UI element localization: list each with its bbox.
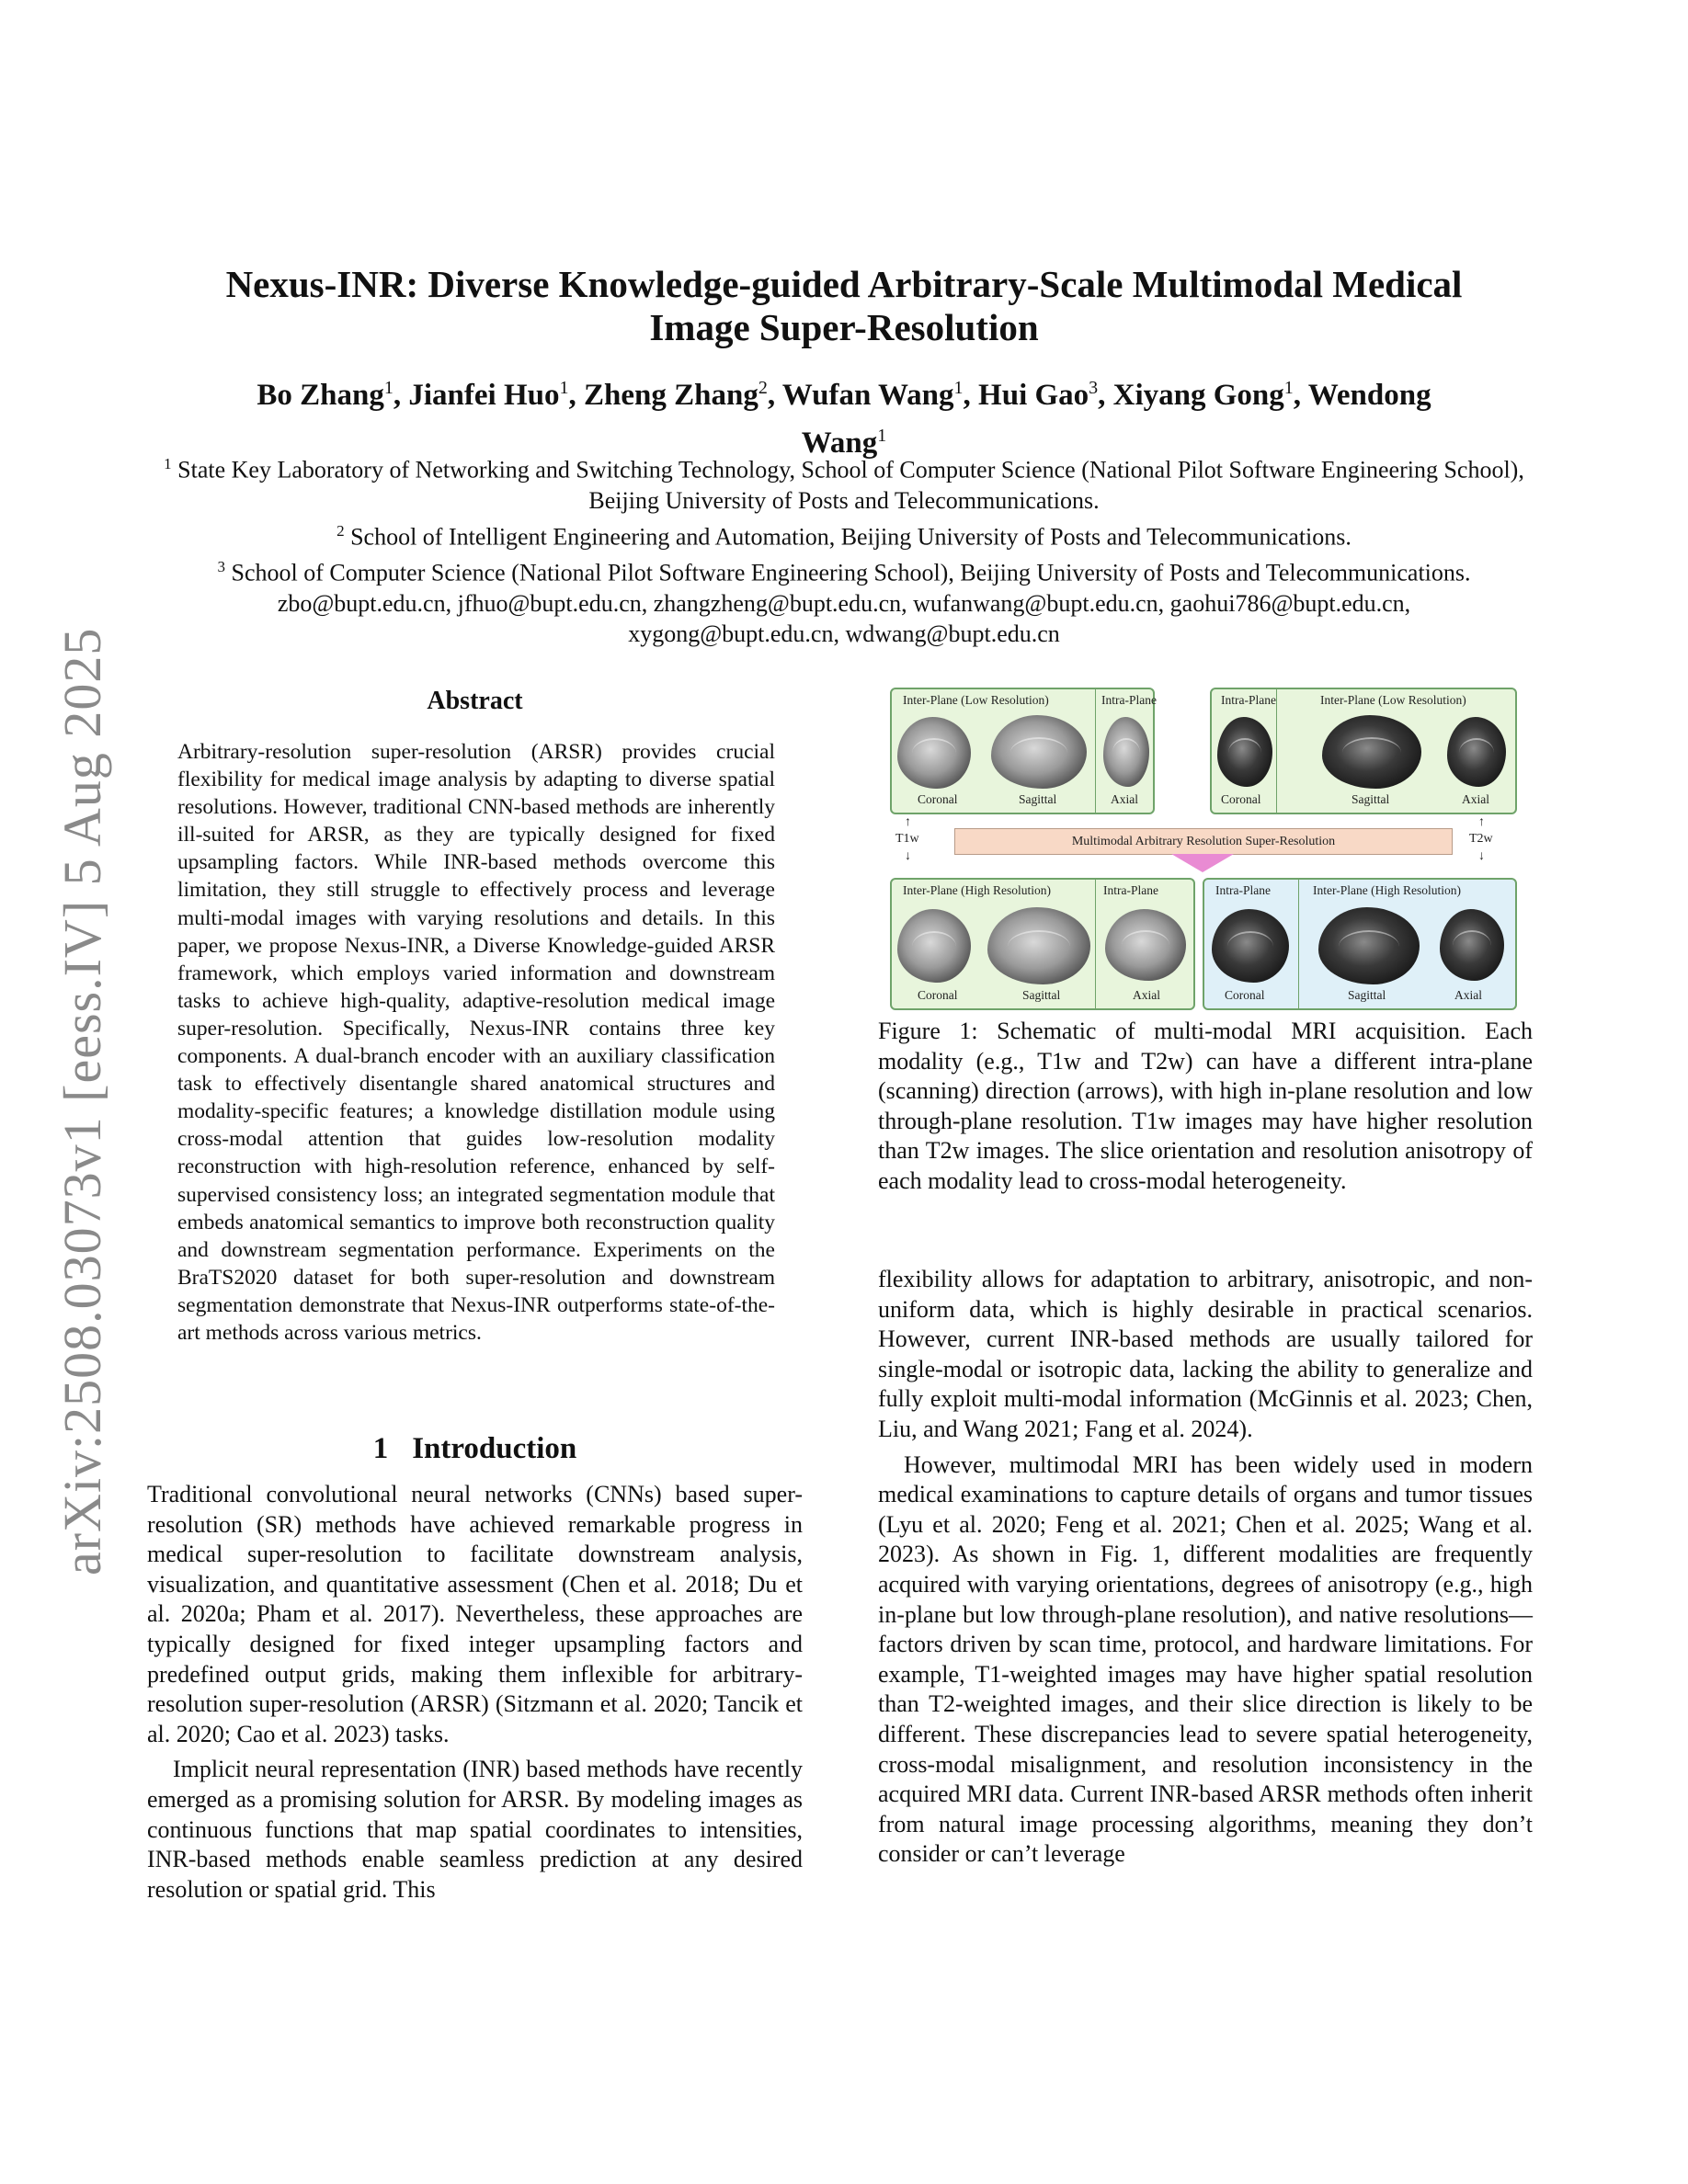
t2w-label: T2w	[1469, 832, 1493, 846]
view-label: Axial	[1462, 792, 1489, 806]
axial-brain-image	[1105, 909, 1186, 981]
affiliation-text: State Key Laboratory of Networking and Switching Technology, School of Computer Science (National Pilot Software Engineering School), Beijing University of Posts and Telecommunications.	[177, 456, 1524, 514]
sagittal-brain-image	[987, 907, 1090, 984]
abstract-heading: Abstract	[427, 687, 523, 715]
author-affiliation-mark: 3	[1089, 378, 1099, 398]
up-arrow-icon: ↑	[905, 815, 911, 829]
email-line-1: zbo@bupt.edu.cn, jfhuo@bupt.edu.cn, zhangzheng@bupt.edu.cn, wufanwang@bupt.edu.cn, gaohui786@bupt.edu.cn,	[277, 589, 1411, 617]
author-affiliation-mark: 1	[559, 378, 569, 398]
paragraph: Traditional convolutional neural networks (CNNs) based super-resolution (SR) methods have achieved remarkable progress in medical super-resolution to facilitate downstream analysis, visualization, and quantitative assessment (Chen et al. 2018; Du et al. 2020a; Pham et al. 2017). Nevertheless, these approaches are typically designed for fixed integer upsampling factors and predefined output grids, making them inflexible for arbitrary-resolution super-resolution (ARSR) (Sitzmann et al. 2020; Tancik et al. 2020; Cao et al. 2023) tasks.	[147, 1481, 803, 1747]
coronal-brain-image	[897, 909, 971, 983]
t1w-label: T1w	[895, 832, 919, 846]
affiliation-mark: 3	[217, 558, 225, 576]
author-line-1: Bo Zhang$^1$, Jianfei Huo$^1$, Zheng Zhang$^2$, Wufan Wang$^1$, Hui Gao$^3$, Xiyang Gong$^1$, Wendong	[257, 378, 1431, 412]
affiliation-text: School of Intelligent Engineering and Automation, Beijing University of Posts and Telecommunications.	[350, 523, 1352, 551]
coronal-brain-image	[1217, 717, 1272, 787]
introduction-body	[147, 1480, 803, 1905]
author-name: Zheng Zhang	[584, 379, 758, 412]
up-arrow-icon: ↑	[1478, 815, 1485, 829]
coronal-brain-image	[897, 717, 971, 789]
view-label: Sagittal	[1022, 988, 1061, 1002]
author-name: Wendong	[1307, 379, 1431, 412]
author-affiliation-mark: 1	[877, 426, 887, 446]
sagittal-brain-image	[1318, 907, 1420, 984]
paragraph: Implicit neural representation (INR) based methods have recently emerged as a promising solution for ARSR. By modeling images as continuous functions that map spatial coordinates to intensities, INR-based methods enable seamless prediction at any desired resolution or spatial grid. This	[147, 1756, 803, 1903]
affiliation-mark: 1	[164, 455, 172, 472]
down-arrow-icon: ↓	[1478, 849, 1485, 863]
affiliation-2	[138, 516, 1550, 552]
abstract-text: Arbitrary-resolution super-resolution (ARSR) provides crucial flexibility for medical image analysis by adapting to diverse spatial resolutions. However, traditional CNN-based methods are inherently ill-suited for ARSR, as they are typically designed for fixed upsampling factors. While INR-based methods overcome this limitation, they still struggle to effectively process and leverage multi-modal images with varying resolutions and details. In this paper, we propose Nexus-INR, a Diverse Knowledge-guided ARSR framework, which employs varied information and downstream tasks to achieve high-quality, adaptive-resolution medical image super-resolution. Specifically, Nexus-INR contains three key components. A dual-branch encoder with an auxiliary classification task to effectively disentangle shared anatomical structures and modality-specific features; a knowledge distillation module using cross-modal attention that guides low-resolution modality reconstruction with high-resolution reference, enhanced by self-supervised consistency loss; an integrated segmentation module that embeds anatomical semantics to improve both reconstruction quality and downstream segmentation performance. Experiments on the BraTS2020 dataset for both super-resolution and downstream segmentation demonstrate that Nexus-INR outperforms state-of-the-art methods across various metrics.	[177, 740, 775, 1345]
panel-label: Inter-Plane (High Resolution)	[1313, 883, 1461, 897]
paper-title	[138, 263, 1550, 349]
affiliation-text: School of Computer Science (National Pilot Software Engineering School), Beijing University of Posts and Telecommunications.	[231, 559, 1471, 586]
axial-brain-image	[1440, 909, 1504, 981]
panel-label: Intra-Plane	[1215, 883, 1271, 897]
affiliation-block	[138, 449, 1550, 649]
author-affiliation-mark: 1	[953, 378, 964, 398]
section-number: 1	[372, 1432, 389, 1465]
figure-1	[890, 688, 1515, 1009]
email-line-2: xygong@bupt.edu.cn, wdwang@bupt.edu.cn	[628, 620, 1060, 647]
title-line-1: Nexus-INR: Diverse Knowledge-guided Arbitrary-Scale Multimodal Medical	[225, 263, 1463, 305]
paragraph: flexibility allows for adaptation to arbitrary, anisotropic, and non-uniform data, which is highly desirable in practical scenarios. However, current INR-based methods are usually tailored for single-modal or isotropic data, lacking the ability to generalize and fully exploit multi-modal information (McGinnis et al. 2023; Chen, Liu, and Wang 2021; Fang et al. 2024).	[878, 1266, 1533, 1442]
sagittal-brain-image	[991, 715, 1087, 789]
pink-arrow-head-icon	[1171, 854, 1234, 872]
panel-label: Intra-Plane	[1221, 693, 1276, 707]
author-name: Xiyang Gong	[1112, 379, 1284, 412]
down-arrow-icon: ↓	[905, 849, 911, 863]
figure-caption: Figure 1: Schematic of multi-modal MRI acquisition. Each modality (e.g., T1w and T2w) can have a different intra-plane (scanning) direction (arrows), with high in-plane resolution and low through-plane resolution. T1w images may have higher resolution than T2w images. The slice orientation and resolution anisotropy of each modality lead to cross-modal heterogeneity.	[878, 1018, 1533, 1194]
author-affiliation-mark: 1	[383, 378, 393, 398]
axial-brain-image	[1103, 717, 1149, 787]
view-label: Axial	[1454, 988, 1482, 1002]
author-name: Bo Zhang	[257, 379, 384, 412]
coronal-brain-image	[1212, 909, 1289, 983]
paragraph: However, multimodal MRI has been widely used in modern medical examinations to capture details of organs and tumor tissues (Lyu et al. 2020; Feng et al. 2021; Chen et al. 2025; Wang et al. 2023). As shown in Fig. 1, different modalities are frequently acquired with varying orientations, degrees of anisotropy (e.g., high in-plane but low through-plane resolution), and native resolutions—factors driven by scan time, protocol, and hardware limitations. For example, T1-weighted images may have higher spatial resolution than T2-weighted images, and their slice direction is likely to be different. These discrepancies lead to severe spatial heterogeneity, cross-modal misalignment, and resolution inconsistency in the acquired MRI data. Current INR-based ARSR methods often inherit from natural image processing algorithms, meaning they don’t consider or can’t leverage	[878, 1450, 1533, 1868]
author-name: Wufan Wang	[781, 379, 954, 412]
method-banner: Multimodal Arbitrary Resolution Super-Resolution	[954, 828, 1453, 855]
panel-label: Inter-Plane (Low Resolution)	[1320, 693, 1466, 707]
view-label: Coronal	[918, 792, 958, 806]
view-label: Sagittal	[1352, 792, 1390, 806]
view-label: Axial	[1111, 792, 1138, 806]
t2w-high-res-panel	[1203, 878, 1517, 1010]
axial-brain-image	[1447, 717, 1506, 787]
author-name: Hui Gao	[978, 379, 1089, 412]
view-label: Coronal	[918, 988, 958, 1002]
view-label: Coronal	[1221, 792, 1261, 806]
view-label: Sagittal	[1348, 988, 1386, 1002]
panel-label: Inter-Plane (High Resolution)	[903, 883, 1051, 897]
view-label: Axial	[1133, 988, 1160, 1002]
panel-label: Intra-Plane	[1101, 693, 1157, 707]
sagittal-brain-image	[1322, 715, 1421, 789]
arxiv-identifier: arXiv:2508.03073v1 [eess.IV] 5 Aug 2025	[52, 627, 112, 1575]
author-affiliation-mark: 1	[1283, 378, 1294, 398]
author-affiliation-mark: 2	[758, 378, 768, 398]
right-column-body	[878, 1265, 1533, 1870]
affiliation-mark: 2	[336, 521, 345, 540]
t1w-low-res-panel	[890, 688, 1155, 814]
affiliation-1	[138, 449, 1550, 516]
view-label: Coronal	[1225, 988, 1265, 1002]
affiliation-3	[138, 552, 1550, 588]
t1w-high-res-panel	[890, 878, 1195, 1010]
t2w-low-res-panel	[1210, 688, 1517, 814]
section-heading	[147, 1432, 803, 1466]
author-name: Jianfei Huo	[408, 379, 560, 412]
author-name: Wang	[801, 427, 878, 460]
view-label: Sagittal	[1019, 792, 1057, 806]
panel-label: Intra-Plane	[1103, 883, 1158, 897]
panel-label: Inter-Plane (Low Resolution)	[903, 693, 1049, 707]
title-line-2: Image Super-Resolution	[649, 306, 1039, 348]
section-title: Introduction	[412, 1432, 577, 1465]
